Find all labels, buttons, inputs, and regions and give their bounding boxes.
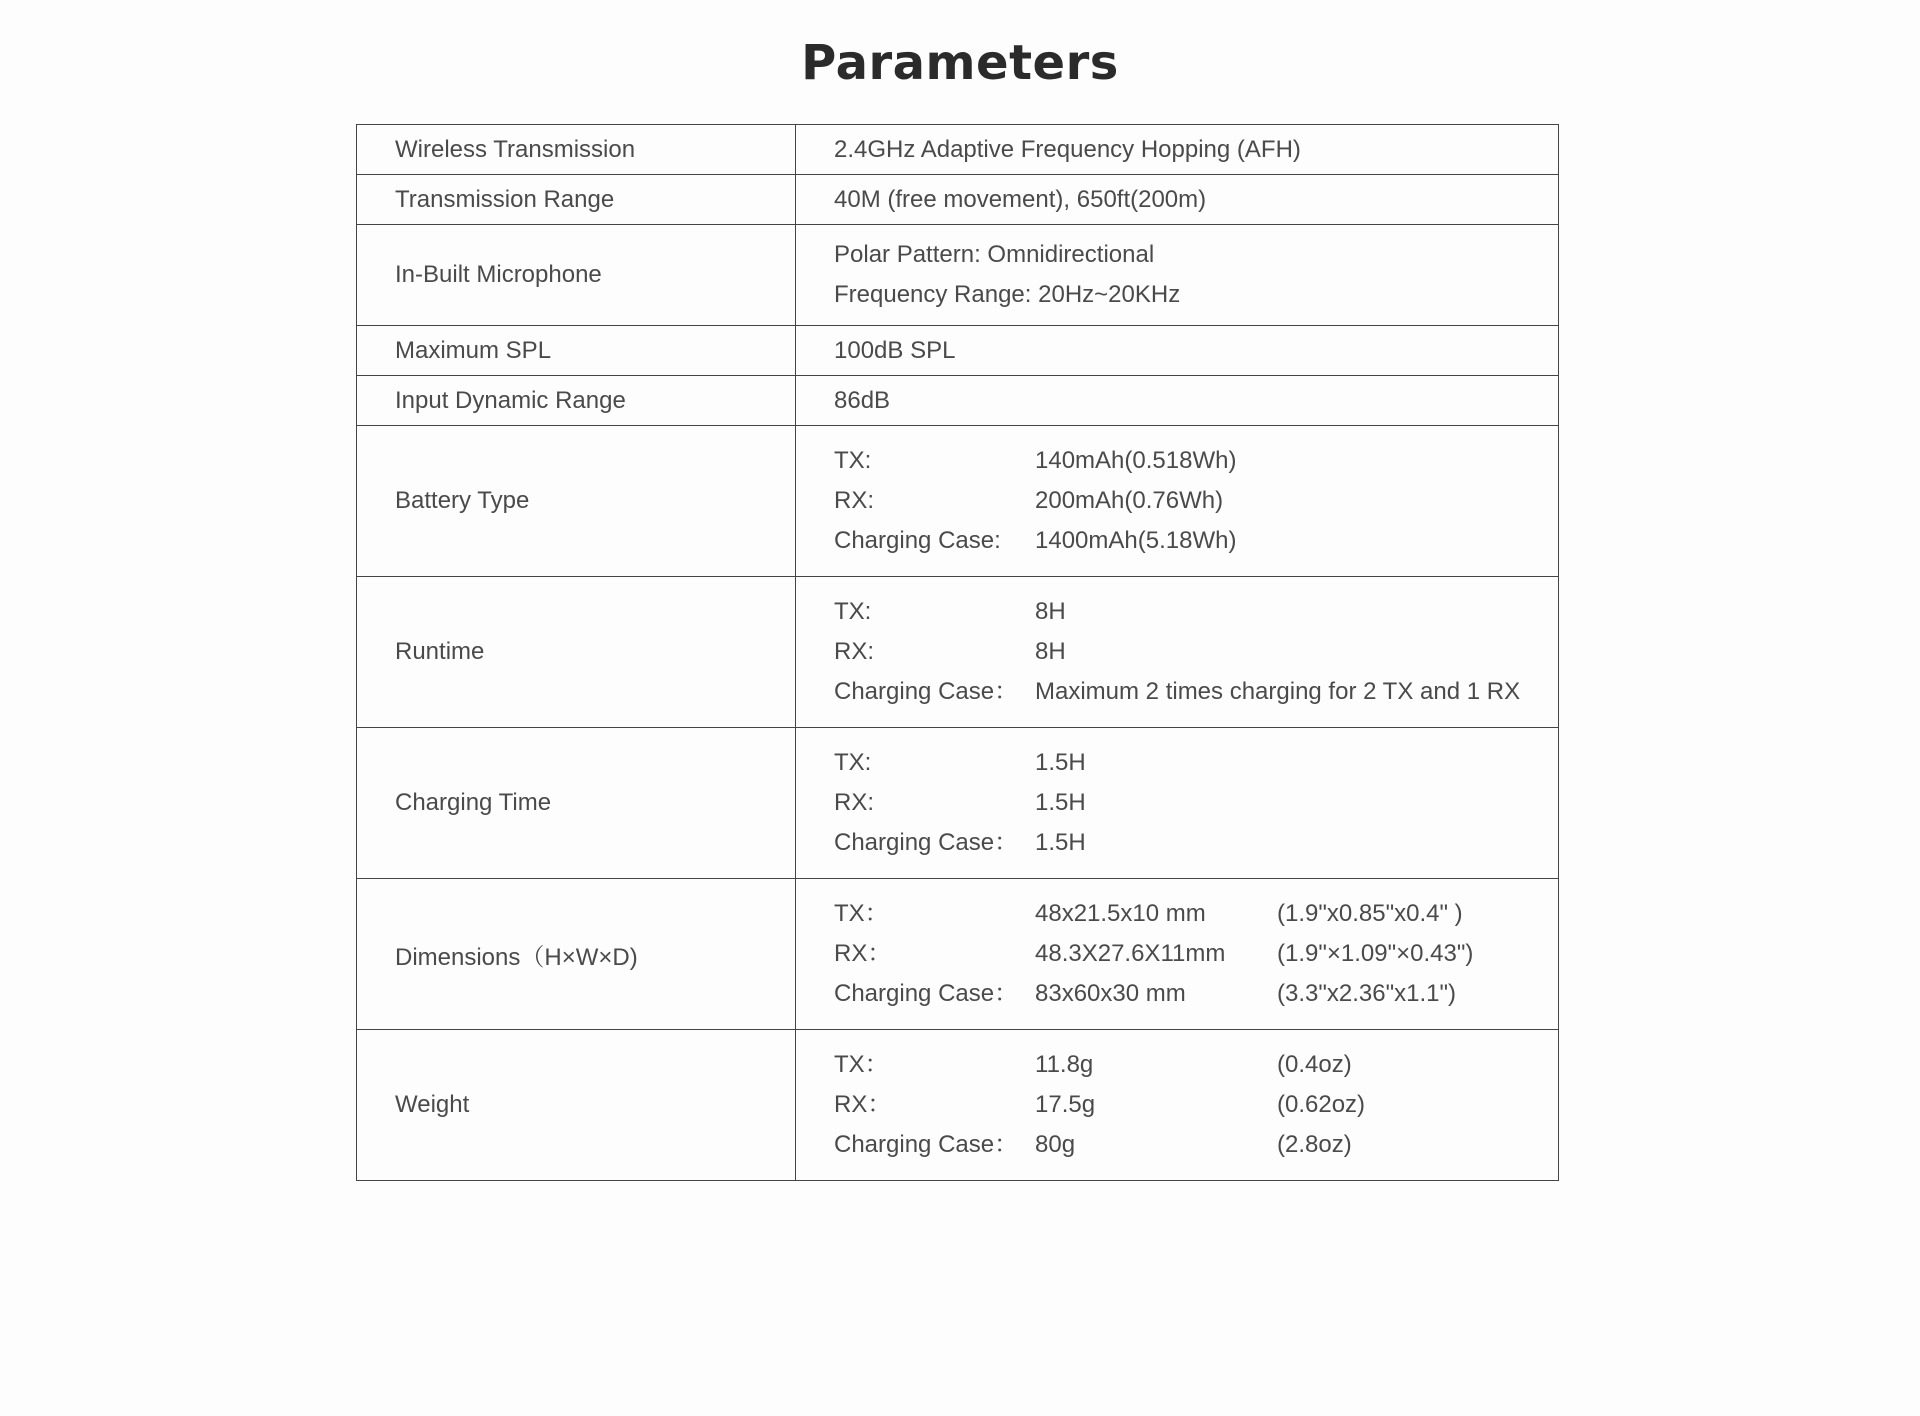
row-value: 40M (free movement), 650ft(200m) [796, 175, 1559, 225]
sub-key: Charging Case： [834, 678, 1019, 705]
row-label: In-Built Microphone [357, 225, 796, 326]
row-label: Charging Time [357, 728, 796, 879]
sub-item [834, 934, 1558, 974]
sub-value: 17.5g [1035, 1091, 1096, 1118]
sub-value: 80g [1035, 1131, 1076, 1158]
sub-value: 140mAh(0.518Wh) [1035, 447, 1237, 474]
value-line: Frequency Range: 20Hz~20KHz [834, 281, 1181, 308]
sub-item [834, 823, 1558, 863]
sub-value: 200mAh(0.76Wh) [1035, 487, 1224, 514]
table-row [357, 175, 1559, 225]
sub-value: 1.5H [1035, 749, 1086, 776]
sub-value: 83x60x30 mm [1035, 980, 1186, 1007]
row-label: Battery Type [357, 426, 796, 577]
row-label: Wireless Transmission [357, 125, 796, 175]
row-label: Transmission Range [357, 175, 796, 225]
sub-item [834, 592, 1558, 632]
sub-value: 1.5H [1035, 789, 1086, 816]
row-label: Dimensions（H×W×D) [357, 879, 796, 1030]
sub-item [834, 743, 1558, 783]
sub-key: Charging Case: [834, 527, 1001, 554]
sub-key: Charging Case： [834, 1131, 1019, 1158]
table-row [357, 376, 1559, 426]
table-row [357, 426, 1559, 577]
row-value [796, 426, 1559, 577]
sub-imperial: (0.4oz) [1277, 1051, 1352, 1078]
sub-item [834, 521, 1558, 561]
sub-value: 1.5H [1035, 829, 1086, 856]
sub-value: 48.3X27.6X11mm [1035, 940, 1226, 967]
row-value: 2.4GHz Adaptive Frequency Hopping (AFH) [796, 125, 1559, 175]
sub-item [834, 783, 1558, 823]
sub-imperial: (2.8oz) [1277, 1131, 1352, 1158]
sub-value: 48x21.5x10 mm [1035, 900, 1206, 927]
row-label: Maximum SPL [357, 326, 796, 376]
sub-item [834, 632, 1558, 672]
sub-key: TX: [834, 749, 872, 776]
sub-item [834, 974, 1558, 1014]
sub-imperial: (1.9"x0.85"x0.4" ) [1277, 900, 1463, 927]
sub-key: RX: [834, 638, 875, 665]
sub-imperial: (3.3"x2.36"x1.1") [1277, 980, 1456, 1007]
sub-key: Charging Case： [834, 980, 1019, 1007]
sub-key: RX: [834, 487, 875, 514]
table-row [357, 326, 1559, 376]
table-row [357, 577, 1559, 728]
row-label: Input Dynamic Range [357, 376, 796, 426]
row-value [796, 728, 1559, 879]
sub-key: TX： [834, 900, 889, 927]
sub-key: Charging Case： [834, 829, 1019, 856]
row-value [796, 879, 1559, 1030]
table-row [357, 879, 1559, 1030]
row-value: 86dB [796, 376, 1559, 426]
row-value [796, 1030, 1559, 1181]
sub-item [834, 1045, 1558, 1085]
page-title: Parameters [801, 35, 1119, 91]
sub-value: 8H [1035, 598, 1066, 625]
sub-value: 1400mAh(5.18Wh) [1035, 527, 1237, 554]
table-row [357, 728, 1559, 879]
sub-key: RX： [834, 1091, 892, 1118]
sub-item [834, 672, 1558, 712]
row-value: 100dB SPL [796, 326, 1559, 376]
value-line: Polar Pattern: Omnidirectional [834, 241, 1155, 268]
row-value [796, 225, 1559, 326]
sub-key: TX： [834, 1051, 889, 1078]
sub-key: RX: [834, 789, 875, 816]
sub-imperial: (1.9"×1.09"×0.43") [1277, 940, 1474, 967]
sub-item [834, 481, 1558, 521]
sub-key: TX: [834, 447, 872, 474]
sub-value: Maximum 2 times charging for 2 TX and 1 RX [1035, 678, 1521, 705]
table-row [357, 1030, 1559, 1181]
sub-item [834, 894, 1558, 934]
table-row [357, 125, 1559, 175]
parameters-table [356, 124, 1559, 1181]
sub-key: RX： [834, 940, 892, 967]
sub-item [834, 1085, 1558, 1125]
row-value [796, 577, 1559, 728]
sub-item [834, 441, 1558, 481]
sub-item [834, 1125, 1558, 1165]
sub-imperial: (0.62oz) [1277, 1091, 1366, 1118]
table-row [357, 225, 1559, 326]
sub-value: 8H [1035, 638, 1066, 665]
row-label: Weight [357, 1030, 796, 1181]
row-label: Runtime [357, 577, 796, 728]
sub-value: 11.8g [1035, 1051, 1094, 1078]
sub-key: TX: [834, 598, 872, 625]
